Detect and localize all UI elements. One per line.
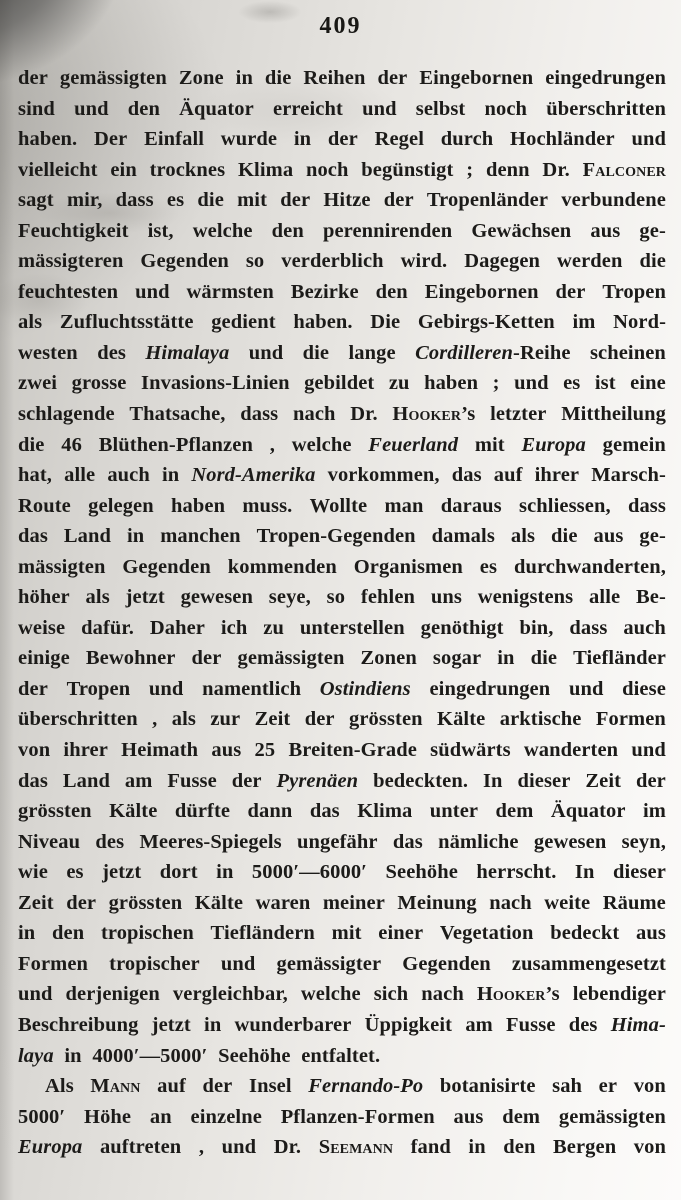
text-line: der Tropen und namentlich Ostindiens eingedrungen und diese <box>18 677 666 700</box>
text-line: der gemässigten Zone in die Reihen der Eingebornen eingedrungen <box>18 67 666 89</box>
text-line: sind und den Äquator erreicht und selbst noch überschritten <box>18 97 666 120</box>
text-line: Europa auftreten , und Dr. Seemann fand in den Bergen von <box>18 1136 666 1159</box>
text-line: 5000′ Höhe an einzelne Pflanzen-Formen aus dem gemässigten <box>18 1105 666 1128</box>
text-line: vielleicht ein trocknes Klima noch begünstigt ; denn Dr. Falconer <box>18 158 666 181</box>
text-line: Route gelegen haben muss. Wollte man daraus schliessen, dass <box>18 494 666 517</box>
text-line: haben. Der Einfall wurde in der Regel durch Hochländer und <box>18 128 666 151</box>
text-line: Zeit der grössten Kälte waren meiner Meinung nach weite Räume <box>18 891 666 914</box>
text-line: laya in 4000′—5000′ Seehöhe entfaltet. <box>18 1044 381 1067</box>
text-line: feuchtesten und wärmsten Bezirke den Eingebornen der Tropen <box>18 280 666 303</box>
text-line: Als Mann auf der Insel Fernando-Po botanisirte sah er von <box>45 1075 666 1098</box>
text-line: westen des Himalaya und die lange Cordilleren-Reihe scheinen <box>18 341 666 364</box>
text-line: Formen tropischer und gemässigter Gegenden zusammengesetzt <box>18 952 666 975</box>
text-line: Niveau des Meeres-Spiegels ungefähr das nämliche gewesen seyn, <box>18 830 666 853</box>
text-line: grössten Kälte dürfte dann das Klima unter dem Äquator im <box>18 800 666 823</box>
text-line: Feuchtigkeit ist, welche den perennirenden Gewächsen aus ge- <box>18 219 666 242</box>
left-edge-shadow <box>0 0 14 1200</box>
text-line: das Land am Fusse der Pyrenäen bedeckten. In dieser Zeit der <box>18 769 666 792</box>
text-line: hat, alle auch in Nord-Amerika vorkommen, das auf ihrer Marsch- <box>18 464 666 487</box>
text-line: von ihrer Heimath aus 25 Breiten-Grade südwärts wanderten und <box>18 739 666 762</box>
text-line: Beschreibung jetzt in wunderbarer Üppigkeit am Fusse des Hima- <box>18 1013 666 1036</box>
text-line: sagt mir, dass es die mit der Hitze der Tropenländer verbundene <box>18 189 666 212</box>
text-line: höher als jetzt gewesen seye, so fehlen uns wenigstens alle Be- <box>18 586 666 609</box>
text-line: zwei grosse Invasions-Linien gebildet zu haben ; und es ist eine <box>18 372 666 395</box>
page-number: 409 <box>319 13 362 39</box>
text-line: und derjenigen vergleichbar, welche sich nach Hooker’s lebendiger <box>18 983 666 1006</box>
text-line: das Land in manchen Tropen-Gegenden damals als die aus ge- <box>18 525 666 548</box>
text-line: die 46 Blüthen-Pflanzen , welche Feuerland mit Europa gemein <box>18 433 666 456</box>
text-line: in den tropischen Tiefländern mit einer Vegetation bedeckt aus <box>18 922 666 945</box>
text-line: weise dafür. Daher ich zu unterstellen genöthigt bin, dass auch <box>18 616 666 639</box>
text-line: mässigteren Gegenden so verderblich wird. Dagegen werden die <box>18 250 666 273</box>
text-line: wie es jetzt dort in 5000′—6000′ Seehöhe herrscht. In dieser <box>18 861 666 884</box>
page-text <box>18 63 666 1163</box>
text-line: überschritten , als zur Zeit der grössten Kälte arktische Formen <box>18 708 666 731</box>
text-line: als Zufluchtsstätte gedient haben. Die Gebirgs-Ketten im Nord- <box>18 311 666 334</box>
text-line: schlagende Thatsache, dass nach Dr. Hooker’s letzter Mittheilung <box>18 403 666 426</box>
text-line: mässigten Gegenden kommenden Organismen es durchwanderten, <box>18 555 666 578</box>
text-line: einige Bewohner der gemässigten Zonen sogar in die Tiefländer <box>18 647 666 670</box>
